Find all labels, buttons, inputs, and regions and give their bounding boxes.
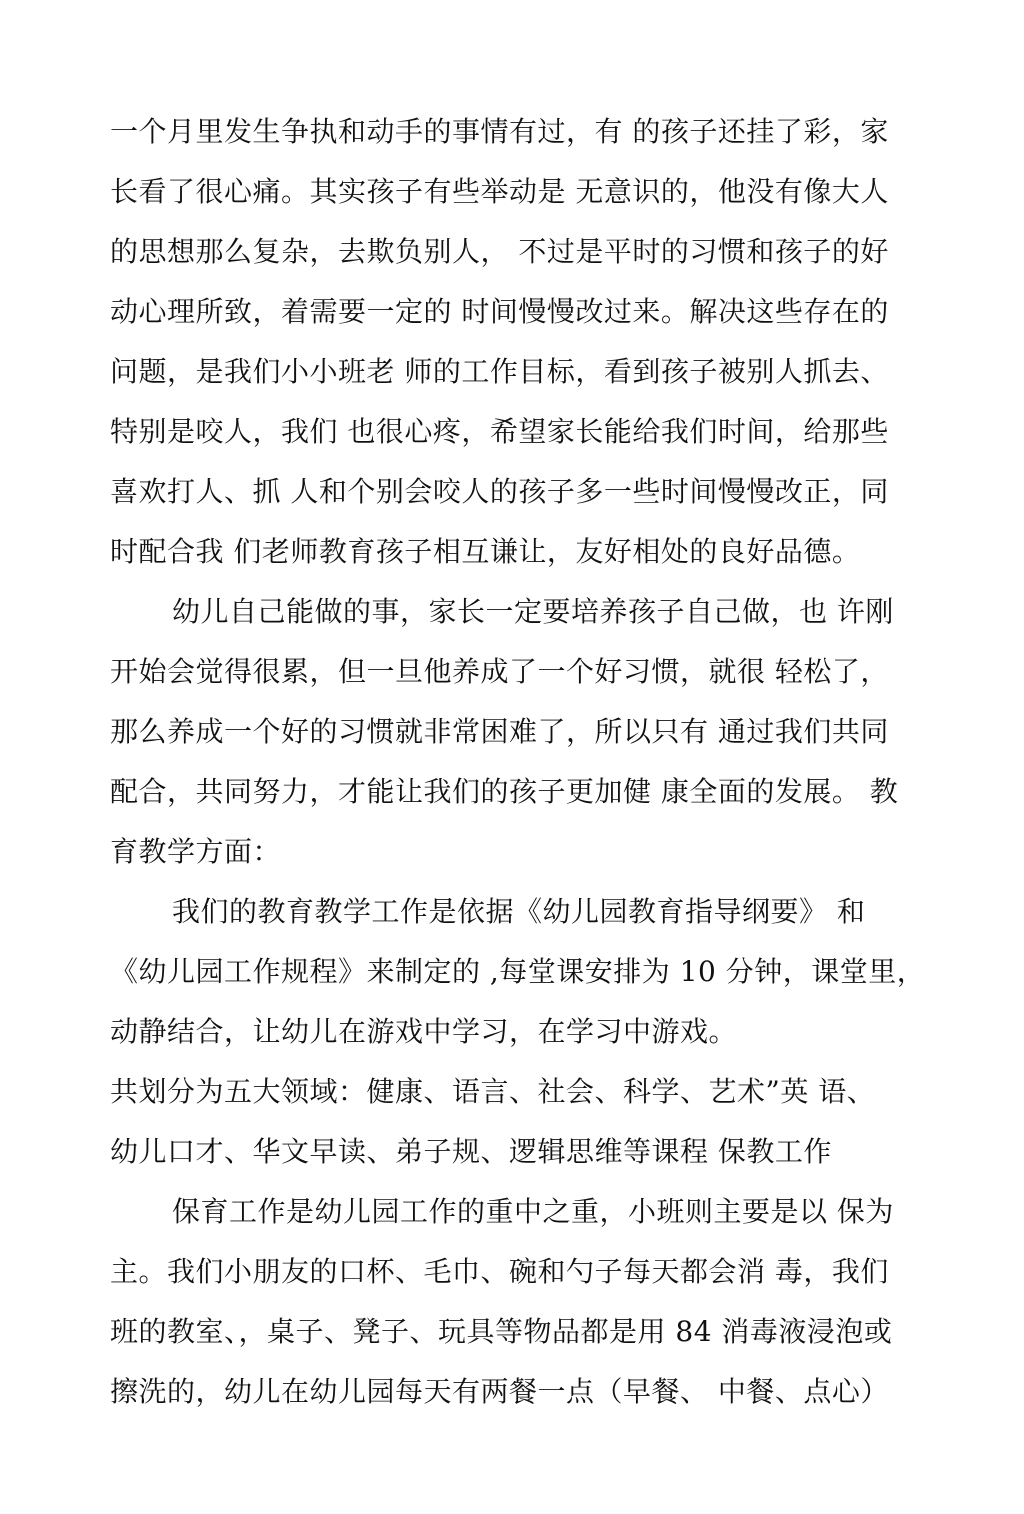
- text-line: 共划分为五大领域：健康、语言、社会、科学、艺术”英 语、: [110, 1075, 876, 1108]
- section-heading-line: 育教学方面：: [110, 835, 282, 868]
- paragraph-first-line: 我们的教育教学工作是依据《幼儿园教育指导纲要》 和: [172, 895, 866, 928]
- text-line: 那么养成一个好的习惯就非常困难了，所以只有 通过我们共同: [110, 715, 889, 748]
- text-line: 开始会觉得很累，但一旦他养成了一个好习惯，就很 轻松了，: [110, 655, 889, 688]
- text-line: 时配合我 们老师教育孩子相互谦让，友好相处的良好品德。: [110, 535, 861, 568]
- text-line: 动心理所致，着需要一定的 时间慢慢改过来。解决这些存在的: [110, 295, 889, 328]
- text-line: 《幼儿园工作规程》来制定的 ,每堂课安排为 10 分钟，课堂里，: [110, 955, 926, 988]
- text-line: 特别是咬人，我们 也很心疼，希望家长能给我们时间，给那些: [110, 415, 889, 448]
- text-line: 动静结合，让幼儿在游戏中学习，在学习中游戏。: [110, 1015, 738, 1048]
- text-line: 班的教室、，桌子、凳子、玩具等物品都是用 84 消毒液浸泡或: [110, 1315, 893, 1348]
- paragraph-first-line: 幼儿自己能做的事，家长一定要培养孩子自己做，也 许刚: [172, 595, 894, 628]
- text-line: 长看了很心痛。其实孩子有些举动是 无意识的，他没有像大人: [110, 175, 889, 208]
- text-line: 问题，是我们小小班老 师的工作目标，看到孩子被别人抓去、: [110, 355, 889, 388]
- text-line: 喜欢打人、抓 人和个别会咬人的孩子多一些时间慢慢改正，同: [110, 475, 889, 508]
- text-line: 擦洗的，幼儿在幼儿园每天有两餐一点（早餐、 中餐、点心）: [110, 1375, 889, 1408]
- text-line: 一个月里发生争执和动手的事情有过，有 的孩子还挂了彩，家: [110, 115, 889, 148]
- text-line: 配合，共同努力，才能让我们的孩子更加健 康全面的发展。 教: [110, 775, 899, 808]
- text-line: 幼儿口才、华文早读、弟子规、逻辑思维等课程 保教工作: [110, 1135, 832, 1168]
- text-line: 主。我们小朋友的口杯、毛巾、碗和勺子每天都会消 毒，我们: [110, 1255, 889, 1288]
- paragraph-first-line: 保育工作是幼儿园工作的重中之重，小班则主要是以 保为: [172, 1195, 894, 1228]
- text-line: 的思想那么复杂，去欺负别人， 不过是平时的习惯和孩子的好: [110, 235, 889, 268]
